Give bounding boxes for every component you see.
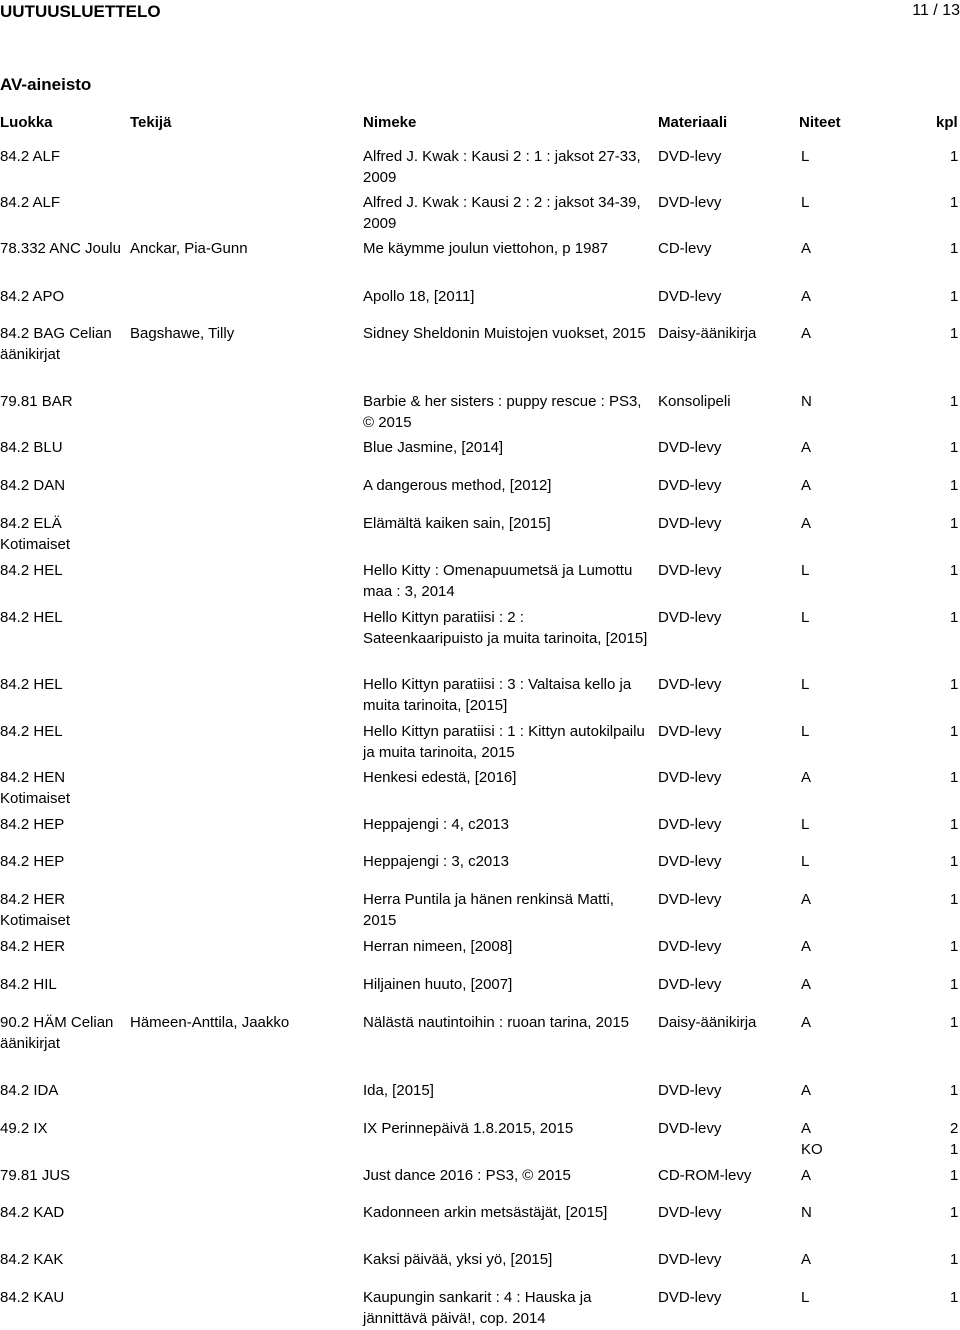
cell-nimeke: Heppajengi : 3, c2013 [363,853,509,870]
cell-materiaali: DVD-levy [658,676,722,693]
column-header-luokka: Luokka [0,114,53,131]
cell-luokka: 84.2 IDA [0,1082,59,1099]
cell-nimeke: Barbie & her sisters : puppy rescue : PS3, © 2015 [363,393,642,431]
cell-luokka: 84.2 BAG Celian äänikirjat [0,325,112,363]
cell-nimeke: Herran nimeen, [2008] [363,938,513,955]
cell-niteet: A [801,1082,812,1099]
cell-niteet: A [801,976,812,993]
cell-niteet: L [801,1289,810,1306]
cell-niteet: A [801,240,812,257]
cell-luokka: 84.2 ELÄ Kotimaiset [0,515,71,553]
cell-kpl: 1 [950,325,959,342]
section-heading: AV-aineisto [0,75,92,94]
cell-kpl: 1 [950,1289,959,1306]
cell-nimeke: Kadonneen arkin metsästäjät, [2015] [363,1204,608,1221]
cell-luokka: 84.2 HEL [0,676,63,693]
cell-materiaali: DVD-levy [658,515,722,532]
cell-kpl: 1 [950,288,959,305]
cell-luokka: 84.2 HEP [0,853,65,870]
cell-kpl: 1 [950,891,959,908]
cell-materiaali: CD-levy [658,240,712,257]
cell-niteet: A [801,477,812,494]
cell-nimeke: Me käymme joulun viettohon, p 1987 [363,240,609,257]
cell-kpl: 1 [950,1014,959,1031]
cell-materiaali: Daisy-äänikirja [658,1014,757,1031]
cell-kpl: 1 [950,609,959,626]
cell-kpl: 1 [950,194,959,211]
cell-luokka: 84.2 ALF [0,194,61,211]
cell-luokka: 84.2 APO [0,288,65,305]
cell-luokka: 84.2 KAD [0,1204,65,1221]
cell-nimeke: Alfred J. Kwak : Kausi 2 : 1 : jaksot 27-33, 2009 [363,148,641,186]
cell-niteet: L [801,816,810,833]
cell-kpl: 1 [950,148,959,165]
cell-luokka: 84.2 KAK [0,1251,64,1268]
cell-luokka: 90.2 HÄM Celian äänikirjat [0,1014,114,1052]
cell-materiaali: DVD-levy [658,194,722,211]
column-header-nimeke: Nimeke [363,114,417,131]
cell-materiaali: DVD-levy [658,816,722,833]
cell-materiaali: DVD-levy [658,1120,722,1137]
cell-niteet: A [801,1251,812,1268]
cell-kpl: 1 [950,1082,959,1099]
cell-nimeke: Sidney Sheldonin Muistojen vuokset, 2015 [363,325,646,342]
cell-luokka: 79.81 BAR [0,393,73,410]
column-header-niteet: Niteet [799,114,841,131]
cell-kpl: 1 [950,938,959,955]
cell-kpl: 1 [950,723,959,740]
cell-luokka: 84.2 BLU [0,439,63,456]
cell-materiaali: Konsolipeli [658,393,731,410]
cell-materiaali: DVD-levy [658,853,722,870]
cell-nimeke: A dangerous method, [2012] [363,477,552,494]
cell-luokka: 84.2 HEL [0,723,63,740]
cell-nimeke: Blue Jasmine, [2014] [363,439,504,456]
cell-kpl: 1 [950,1167,959,1184]
cell-materiaali: DVD-levy [658,1082,722,1099]
cell-niteet: A KO [801,1120,823,1158]
cell-kpl: 1 [950,769,959,786]
cell-materiaali: DVD-levy [658,938,722,955]
cell-niteet: A [801,515,812,532]
cell-tekija: Hämeen-Anttila, Jaakko [130,1014,290,1031]
cell-niteet: A [801,439,812,456]
cell-nimeke: Herra Puntila ja hänen renkinsä Matti, 2015 [363,891,614,929]
cell-materiaali: DVD-levy [658,976,722,993]
cell-kpl: 1 [950,1251,959,1268]
cell-kpl: 1 [950,393,959,410]
cell-nimeke: IX Perinnepäivä 1.8.2015, 2015 [363,1120,574,1137]
cell-materiaali: DVD-levy [658,1204,722,1221]
column-header-tekija: Tekijä [130,114,172,131]
cell-niteet: L [801,562,810,579]
cell-niteet: L [801,723,810,740]
cell-nimeke: Alfred J. Kwak : Kausi 2 : 2 : jaksot 34-39, 2009 [363,194,641,232]
cell-nimeke: Hiljainen huuto, [2007] [363,976,513,993]
cell-nimeke: Heppajengi : 4, c2013 [363,816,509,833]
cell-niteet: L [801,853,810,870]
cell-nimeke: Hello Kittyn paratiisi : 1 : Kittyn autokilpailu ja muita tarinoita, 2015 [363,723,645,761]
cell-kpl: 1 [950,477,959,494]
cell-kpl: 1 [950,240,959,257]
cell-materiaali: DVD-levy [658,562,722,579]
cell-nimeke: Hello Kitty : Omenapuumetsä ja Lumottu maa : 3, 2014 [363,562,633,600]
cell-luokka: 49.2 IX [0,1120,48,1137]
cell-nimeke: Kaksi päivää, yksi yö, [2015] [363,1251,553,1268]
cell-luokka: 84.2 HEN Kotimaiset [0,769,71,807]
cell-nimeke: Apollo 18, [2011] [363,288,475,305]
cell-materiaali: DVD-levy [658,148,722,165]
cell-niteet: A [801,769,812,786]
cell-niteet: A [801,325,812,342]
cell-kpl: 1 [950,439,959,456]
cell-materiaali: DVD-levy [658,288,722,305]
cell-luokka: 84.2 HER [0,938,66,955]
cell-nimeke: Henkesi edestä, [2016] [363,769,517,786]
cell-luokka: 79.81 JUS [0,1167,71,1184]
cell-niteet: N [801,1204,812,1221]
cell-kpl: 1 [950,515,959,532]
cell-luokka: 78.332 ANC Joulu [0,240,121,257]
cell-luokka: 84.2 HEP [0,816,65,833]
cell-kpl: 1 [950,676,959,693]
cell-niteet: A [801,288,812,305]
cell-niteet: A [801,938,812,955]
cell-niteet: A [801,1014,812,1031]
cell-kpl: 1 [950,562,959,579]
cell-luokka: 84.2 ALF [0,148,61,165]
cell-nimeke: Hello Kittyn paratiisi : 3 : Valtaisa kello ja muita tarinoita, [2015] [363,676,632,714]
cell-nimeke: Kaupungin sankarit : 4 : Hauska ja jännittävä päivä!, cop. 2014 [363,1289,592,1327]
cell-niteet: A [801,1167,812,1184]
cell-luokka: 84.2 DAN [0,477,66,494]
cell-tekija: Anckar, Pia-Gunn [130,240,248,257]
document-title: UUTUUSLUETTELO [0,2,161,21]
cell-niteet: L [801,676,810,693]
cell-luokka: 84.2 HEL [0,562,63,579]
cell-materiaali: DVD-levy [658,723,722,740]
cell-nimeke: Just dance 2016 : PS3, © 2015 [363,1167,571,1184]
column-header-materiaali: Materiaali [658,114,728,131]
cell-nimeke: Ida, [2015] [363,1082,434,1099]
cell-materiaali: DVD-levy [658,609,722,626]
cell-materiaali: DVD-levy [658,477,722,494]
cell-luokka: 84.2 HER Kotimaiset [0,891,71,929]
cell-luokka: 84.2 KAU [0,1289,65,1306]
cell-materiaali: DVD-levy [658,1251,722,1268]
cell-niteet: L [801,148,810,165]
column-header-kpl: kpl [936,114,958,131]
cell-materiaali: DVD-levy [658,439,722,456]
page-number: 11 / 13 [912,2,960,19]
cell-tekija: Bagshawe, Tilly [130,325,235,342]
cell-niteet: N [801,393,812,410]
cell-nimeke: Nälästä nautintoihin : ruoan tarina, 2015 [363,1014,630,1031]
cell-kpl: 1 [950,976,959,993]
cell-kpl: 1 [950,816,959,833]
cell-kpl: 1 [950,1204,959,1221]
cell-materiaali: DVD-levy [658,1289,722,1306]
cell-kpl: 2 1 [950,1120,959,1158]
cell-niteet: L [801,609,810,626]
cell-nimeke: Hello Kittyn paratiisi : 2 : Sateenkaaripuisto ja muita tarinoita, [2015] [363,609,648,647]
cell-niteet: A [801,891,812,908]
cell-luokka: 84.2 HEL [0,609,63,626]
cell-materiaali: Daisy-äänikirja [658,325,757,342]
cell-materiaali: CD-ROM-levy [658,1167,752,1184]
cell-niteet: L [801,194,810,211]
cell-materiaali: DVD-levy [658,769,722,786]
cell-materiaali: DVD-levy [658,891,722,908]
cell-kpl: 1 [950,853,959,870]
cell-nimeke: Elämältä kaiken sain, [2015] [363,515,551,532]
cell-luokka: 84.2 HIL [0,976,57,993]
